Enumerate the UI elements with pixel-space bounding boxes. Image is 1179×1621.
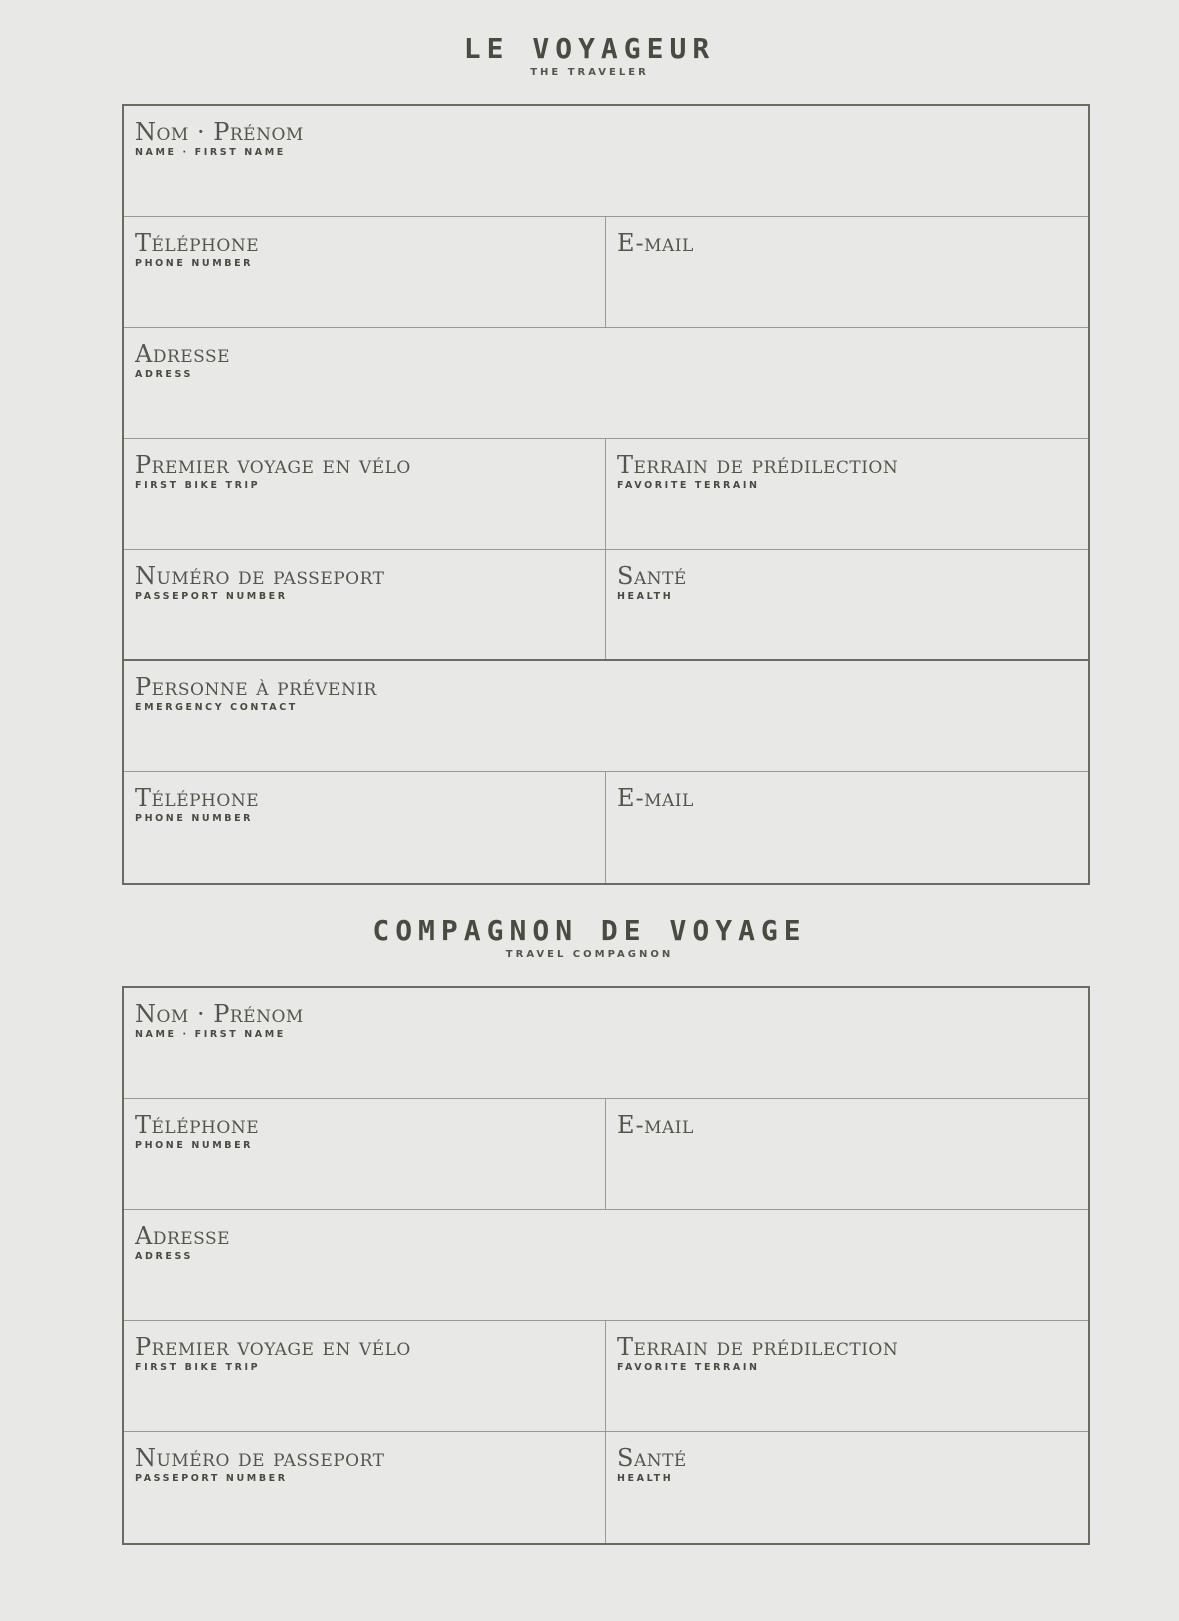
form-row	[124, 1210, 1088, 1321]
field-label: Adresse	[135, 1222, 231, 1250]
traveler-title: LE VOYAGEUR	[463, 32, 716, 65]
field-sublabel: EMERGENCY CONTACT	[135, 702, 298, 713]
field-label: Santé	[617, 562, 687, 590]
passport-field[interactable]	[124, 550, 606, 659]
form-row	[124, 988, 1088, 1099]
form-row	[124, 217, 1088, 328]
field-sublabel: PHONE NUMBER	[135, 1140, 254, 1151]
field-sublabel: ADRESS	[135, 1251, 193, 1262]
form-row	[124, 1321, 1088, 1432]
field-sublabel: HEALTH	[617, 1473, 674, 1484]
name-field[interactable]	[124, 106, 1088, 216]
field-label: Premier voyage en vélo	[135, 1333, 411, 1361]
field-label: E-mail	[617, 784, 694, 812]
field-label: Téléphone	[135, 1111, 260, 1139]
email-field[interactable]	[606, 217, 1088, 327]
field-label: Premier voyage en vélo	[135, 451, 411, 479]
field-label: Terrain de prédilection	[617, 1333, 899, 1361]
field-label: Téléphone	[135, 229, 260, 257]
companion-heading	[0, 914, 1179, 962]
field-sublabel: FAVORITE TERRAIN	[617, 480, 760, 491]
field-label: Nom · Prénom	[135, 1000, 304, 1028]
favorite-terrain-field[interactable]	[606, 439, 1088, 549]
phone-field[interactable]	[124, 217, 606, 327]
field-label: Santé	[617, 1444, 687, 1472]
field-label: Numéro de passeport	[135, 1444, 385, 1472]
name-field[interactable]	[124, 988, 1088, 1098]
field-sublabel: FIRST BIKE TRIP	[135, 1362, 261, 1373]
field-sublabel: HEALTH	[617, 591, 674, 602]
field-sublabel: NAME · FIRST NAME	[135, 1029, 286, 1040]
address-field[interactable]	[124, 328, 1088, 438]
form-row	[124, 1432, 1088, 1543]
field-sublabel: ADRESS	[135, 369, 193, 380]
field-label: Téléphone	[135, 784, 260, 812]
form-row	[124, 439, 1088, 550]
phone-field[interactable]	[124, 1099, 606, 1209]
field-label: E-mail	[617, 229, 694, 257]
field-label: Numéro de passeport	[135, 562, 385, 590]
field-label: Nom · Prénom	[135, 118, 304, 146]
traveler-form	[122, 104, 1090, 885]
traveler-subtitle: THE TRAVELER	[530, 67, 649, 78]
field-sublabel: NAME · FIRST NAME	[135, 147, 286, 158]
email-field[interactable]	[606, 1099, 1088, 1209]
field-sublabel: FAVORITE TERRAIN	[617, 1362, 760, 1373]
companion-subtitle: TRAVEL COMPAGNON	[505, 949, 674, 960]
health-field[interactable]	[606, 550, 1088, 659]
field-sublabel: PHONE NUMBER	[135, 258, 254, 269]
field-label: E-mail	[617, 1111, 694, 1139]
emergency-email-field[interactable]	[606, 772, 1088, 883]
field-sublabel: FIRST BIKE TRIP	[135, 480, 261, 491]
form-row	[124, 328, 1088, 439]
first-bike-trip-field[interactable]	[124, 439, 606, 549]
emergency-contact-field[interactable]	[124, 661, 1088, 771]
field-sublabel: PASSEPORT NUMBER	[135, 1473, 288, 1484]
health-field[interactable]	[606, 1432, 1088, 1543]
first-bike-trip-field[interactable]	[124, 1321, 606, 1431]
field-label: Adresse	[135, 340, 231, 368]
companion-form	[122, 986, 1090, 1545]
form-row	[124, 1099, 1088, 1210]
field-sublabel: PHONE NUMBER	[135, 813, 254, 824]
passport-field[interactable]	[124, 1432, 606, 1543]
address-field[interactable]	[124, 1210, 1088, 1320]
companion-title: COMPAGNON DE VOYAGE	[372, 914, 807, 947]
form-row	[124, 106, 1088, 217]
favorite-terrain-field[interactable]	[606, 1321, 1088, 1431]
form-row	[124, 661, 1088, 772]
form-row	[124, 772, 1088, 883]
traveler-heading	[0, 32, 1179, 80]
form-row	[124, 550, 1088, 661]
field-label: Terrain de prédilection	[617, 451, 899, 479]
field-sublabel: PASSEPORT NUMBER	[135, 591, 288, 602]
emergency-phone-field[interactable]	[124, 772, 606, 883]
field-label: Personne à prévenir	[135, 673, 377, 701]
